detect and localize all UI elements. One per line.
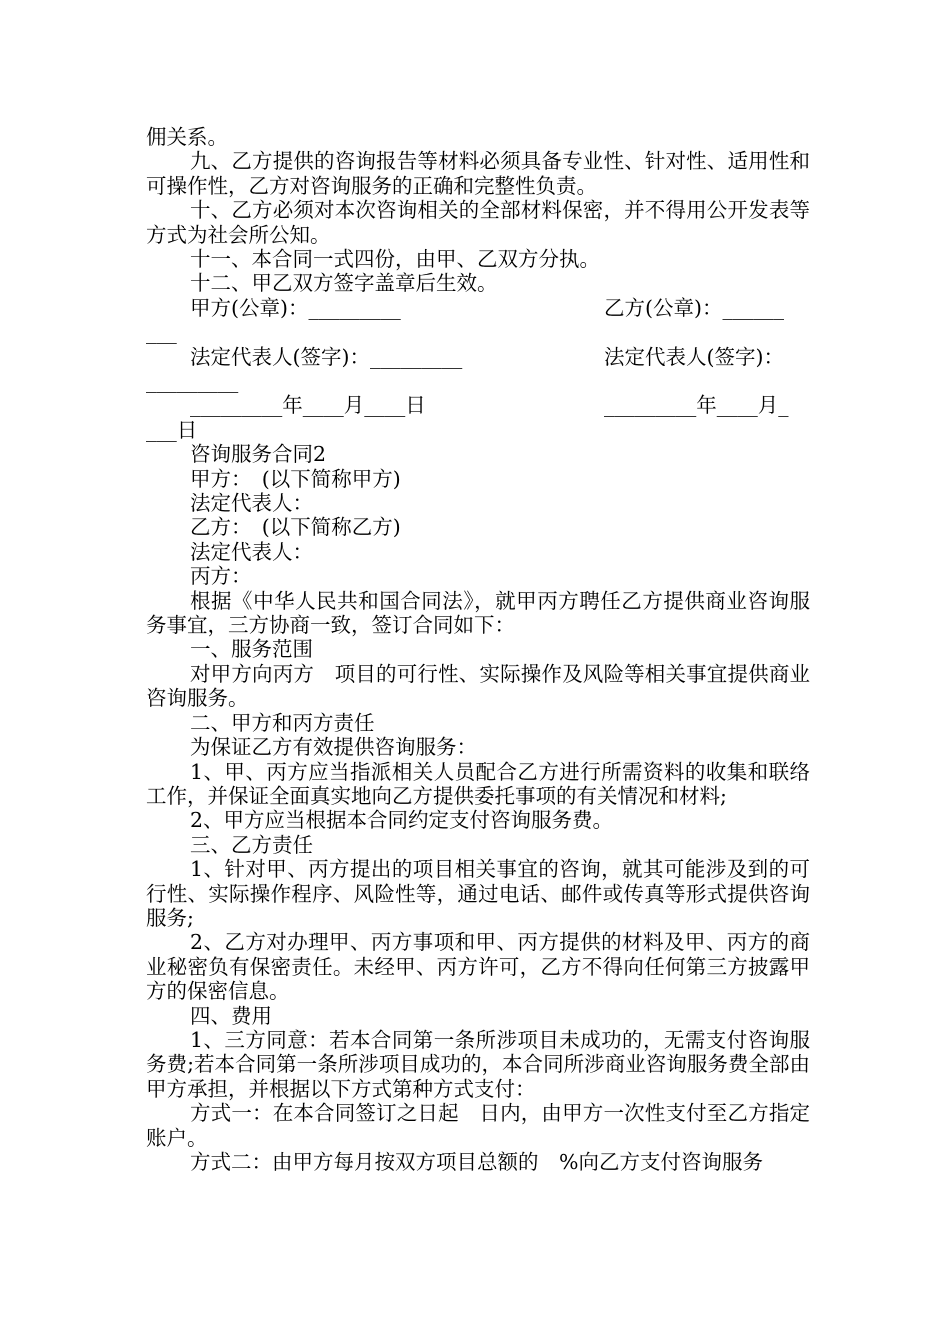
clause-12: 十二、甲乙双方签字盖章后生效。 xyxy=(190,271,498,296)
party-c-line: 丙方： xyxy=(190,564,252,589)
section-3-item-2: 2、乙方对办理甲、丙方事项和甲、丙方提供的材料及甲、丙方的商业秘密负有保密责任。未经甲、丙方许可，乙方不得向任何第三方披露甲方的保密信息。 xyxy=(146,930,810,1004)
party-b-seal-wrap: ___ xyxy=(146,320,177,345)
section-2-title: 二、甲方和丙方责任 xyxy=(190,710,375,735)
payment-method-2: 方式二：由甲方每月按双方项目总额的 %向乙方支付咨询服务 xyxy=(190,1150,763,1175)
party-a-seal: 甲方(公章)：_________ xyxy=(190,295,401,320)
payment-method-1: 方式一：在本合同签订之日起 日内，由甲方一次性支付至乙方指定账户。 xyxy=(146,1101,810,1150)
section-3-item-1: 1、针对甲、丙方提出的项目相关事宜的咨询，就其可能涉及到的可行性、实际操作程序、风险性等，通过电话、邮件或传真等形式提供咨询服务; xyxy=(146,857,810,930)
party-b-date-wrap: ___日 xyxy=(146,417,198,442)
party-b-seal: 乙方(公章)：______ xyxy=(604,295,784,320)
party-a-date: _________年____月____日 xyxy=(190,393,426,418)
clause-10: 十、乙方必须对本次咨询相关的全部材料保密，并不得用公开发表等方式为社会所公知。 xyxy=(146,198,810,247)
rep-a-line: 法定代表人： xyxy=(190,491,313,516)
rep-b-line: 法定代表人： xyxy=(190,539,313,564)
document-body xyxy=(146,125,810,1174)
section-1-body: 对甲方向丙方 项目的可行性、实际操作及风险等相关事宜提供商业咨询服务。 xyxy=(146,661,810,711)
party-b-rep-wrap: _________ xyxy=(146,369,239,394)
section-4-item-1: 1、三方同意：若本合同第一条所涉项目未成功的，无需支付咨询服务费;若本合同第一条所涉项目成功的，本合同所涉商业咨询服务费全部由甲方承担，并根据以下方式第种方式支付： xyxy=(146,1027,810,1101)
clause-9: 九、乙方提供的咨询报告等材料必须具备专业性、针对性、适用性和可操作性，乙方对咨询服务的正确和完整性负责。 xyxy=(146,149,810,198)
section-1-title: 一、服务范围 xyxy=(190,637,313,662)
contract-2-title: 咨询服务合同2 xyxy=(190,442,327,467)
party-a-rep: 法定代表人(签字)：_________ xyxy=(190,344,463,369)
section-3-title: 三、乙方责任 xyxy=(190,832,313,857)
section-2-item-1: 1、甲、丙方应当指派相关人员配合乙方进行所需资料的收集和联络工作，并保证全面真实地向乙方提供委托事项的有关情况和材料; xyxy=(146,759,810,808)
party-b-line: 乙方： (以下简称乙方) xyxy=(190,515,401,540)
paragraph-continuation: 佣关系。 xyxy=(146,125,228,149)
section-2-intro: 为保证乙方有效提供咨询服务： xyxy=(190,735,477,760)
section-2-item-2: 2、甲方应当根据本合同约定支付咨询服务费。 xyxy=(190,808,614,833)
contract-intro: 根据《中华人民共和国合同法》，就甲丙方聘任乙方提供商业咨询服务事宜，三方协商一致，签订合同如下： xyxy=(146,588,810,638)
party-a-line: 甲方： (以下简称甲方) xyxy=(190,466,401,491)
section-4-title: 四、费用 xyxy=(190,1003,272,1028)
signature-rep-row xyxy=(146,345,810,394)
party-b-rep: 法定代表人(签字)： xyxy=(604,344,784,369)
party-b-date: _________年____月_ xyxy=(604,393,789,418)
signature-seal-row xyxy=(146,296,810,345)
clause-11: 十一、本合同一式四份，由甲、乙双方分执。 xyxy=(190,247,600,272)
signature-date-row xyxy=(146,393,810,442)
